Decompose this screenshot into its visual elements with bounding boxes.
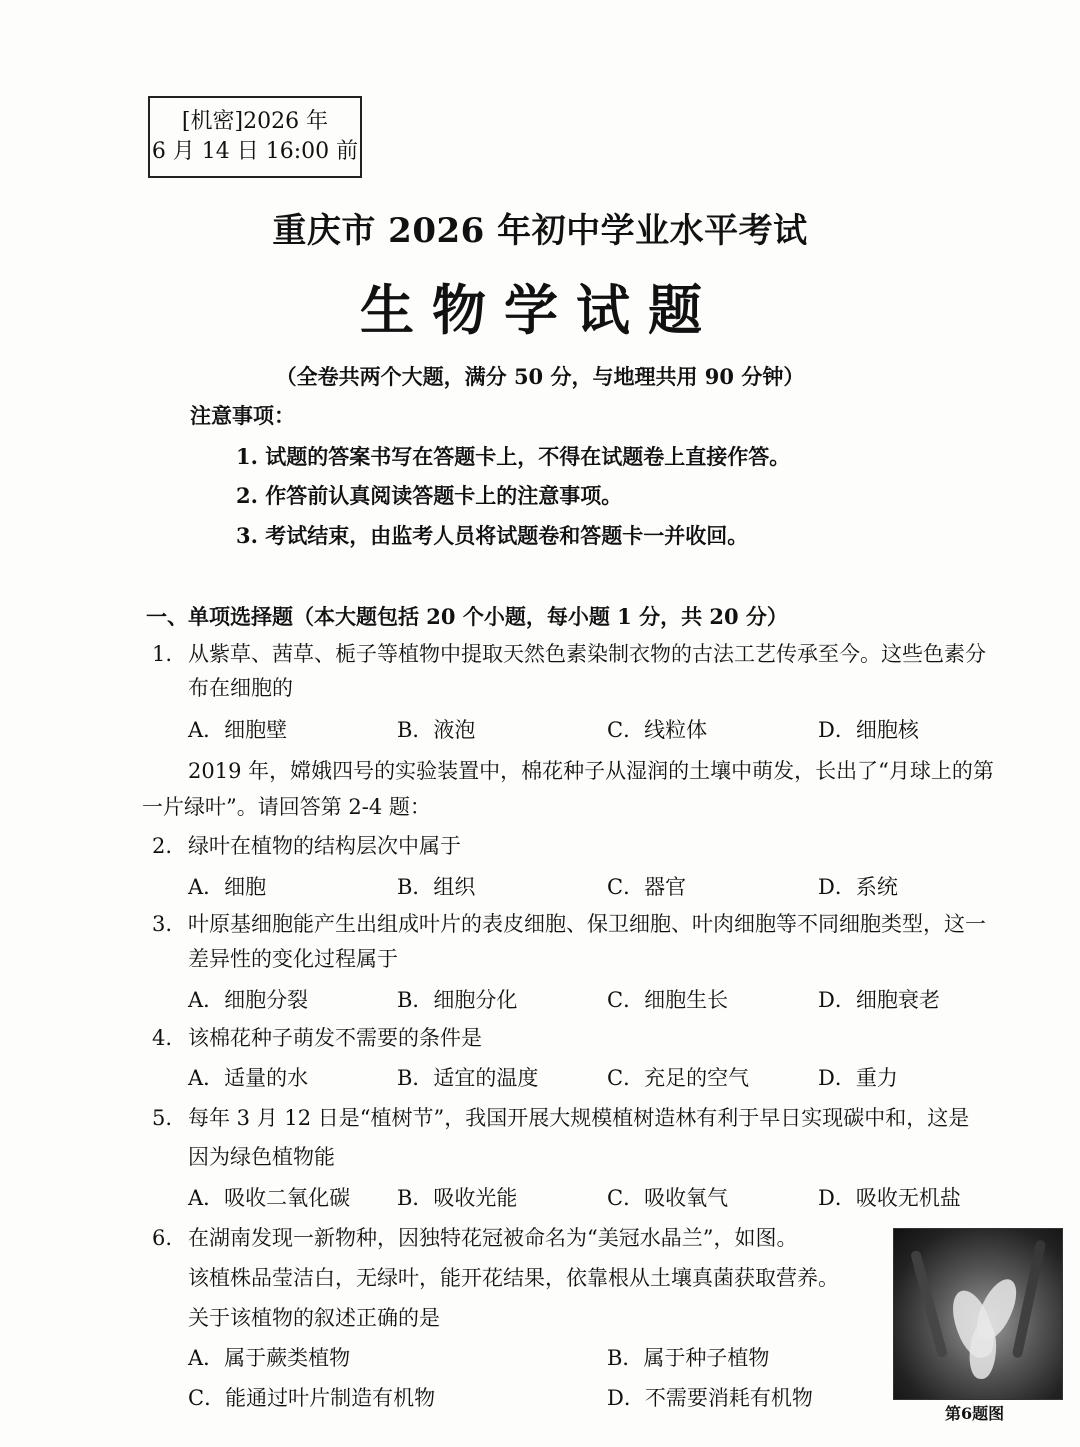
- option-b: B．属于种子植物: [607, 1346, 770, 1370]
- notes-heading: 注意事项：: [190, 403, 295, 428]
- subject-title: 生物学试题: [360, 278, 720, 342]
- option-b: B．吸收光能: [397, 1186, 518, 1210]
- option-a: A．吸收二氧化碳: [188, 1186, 351, 1210]
- option-b: B．组织: [397, 875, 476, 899]
- question-number: 4.: [152, 1026, 173, 1050]
- context-text: 2019 年，嫦娥四号的实验装置中，棉花种子从湿润的土壤中萌发，长出了“月球上的第: [188, 759, 994, 783]
- question-text: 差异性的变化过程属于: [188, 947, 398, 971]
- option-a: A．细胞分裂: [188, 988, 309, 1012]
- option-d: D．吸收无机盐: [818, 1186, 961, 1210]
- plant-photo: [893, 1228, 1063, 1400]
- question-text: 在湖南发现一新物种，因独特花冠被命名为“美冠水晶兰”，如图。: [188, 1226, 798, 1250]
- confidential-line-2: 6 月 14 日 16:00 前: [151, 139, 359, 164]
- question-text: 叶原基细胞能产生出组成叶片的表皮细胞、保卫细胞、叶肉细胞等不同细胞类型，这一: [188, 912, 986, 936]
- option-c: C．吸收氧气: [607, 1186, 729, 1210]
- option-d: D．系统: [818, 875, 898, 899]
- confidential-box: [148, 96, 362, 178]
- note-item: 1. 试题的答案书写在答题卡上，不得在试题卷上直接作答。: [236, 444, 791, 469]
- option-c: C．充足的空气: [607, 1066, 750, 1090]
- option-c: C．器官: [607, 875, 687, 899]
- question-number: 6.: [152, 1226, 173, 1250]
- option-c: C．线粒体: [607, 718, 708, 742]
- option-d: D．不需要消耗有机物: [607, 1386, 813, 1410]
- question-number: 2.: [152, 834, 173, 858]
- option-d: D．重力: [818, 1066, 898, 1090]
- question-text: 关于该植物的叙述正确的是: [188, 1306, 440, 1330]
- question-text: 从紫草、茜草、栀子等植物中提取天然色素染制衣物的古法工艺传承至今。这些色素分: [188, 642, 986, 666]
- exam-title: 重庆市 2026 年初中学业水平考试: [272, 211, 808, 251]
- figure-caption: 第6题图: [945, 1404, 1005, 1423]
- exam-scope: （全卷共两个大题，满分 50 分，与地理共用 90 分钟）: [275, 364, 805, 389]
- question-text: 该植株品莹洁白，无绿叶，能开花结果，依靠根从土壤真菌获取营养。: [188, 1266, 839, 1290]
- question-number: 3.: [152, 912, 173, 936]
- option-c: C．能通过叶片制造有机物: [188, 1386, 436, 1410]
- section-heading: 一、单项选择题（本大题包括 20 个小题，每小题 1 分，共 20 分）: [146, 604, 788, 629]
- option-b: B．适宜的温度: [397, 1066, 539, 1090]
- note-item: 2. 作答前认真阅读答题卡上的注意事项。: [236, 483, 623, 508]
- option-b: B．细胞分化: [397, 988, 518, 1012]
- question-text: 该棉花种子萌发不需要的条件是: [188, 1026, 482, 1050]
- option-a: A．细胞壁: [188, 718, 288, 742]
- option-d: D．细胞衰老: [818, 988, 940, 1012]
- option-b: B．液泡: [397, 718, 476, 742]
- question-text: 布在细胞的: [188, 676, 293, 700]
- question-text: 绿叶在植物的结构层次中属于: [188, 834, 461, 858]
- question-number: 1.: [152, 642, 173, 666]
- confidential-line-1: [机密]2026 年: [181, 109, 329, 134]
- question-number: 5.: [152, 1106, 173, 1130]
- option-a: A．属于蕨类植物: [188, 1346, 351, 1370]
- question-text: 因为绿色植物能: [188, 1145, 335, 1169]
- question-text: 每年 3 月 12 日是“植树节”，我国开展大规模植树造林有利于早日实现碳中和，这是: [188, 1106, 970, 1130]
- option-a: A．适量的水: [188, 1066, 309, 1090]
- option-a: A．细胞: [188, 875, 267, 899]
- context-text: 一片绿叶”。请回答第 2-4 题：: [142, 795, 431, 819]
- note-item: 3. 考试结束，由监考人员将试题卷和答题卡一并收回。: [236, 523, 749, 548]
- option-d: D．细胞核: [818, 718, 919, 742]
- option-c: C．细胞生长: [607, 988, 729, 1012]
